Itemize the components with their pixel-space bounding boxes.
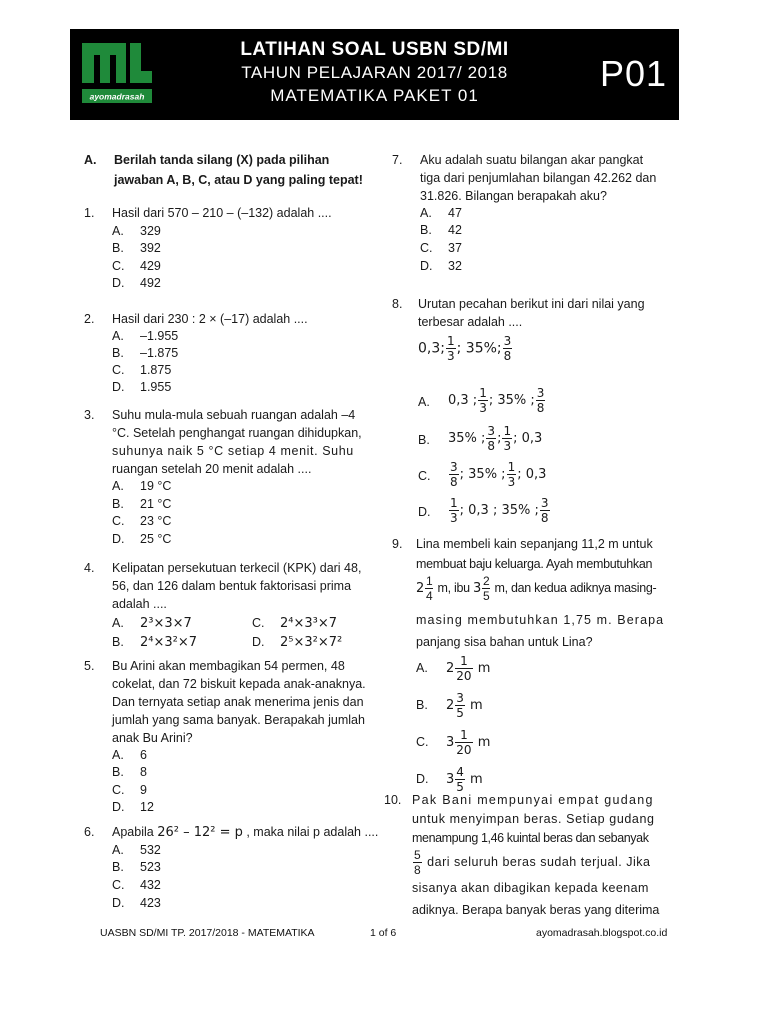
question-line: Pak Bani mempunyai empat gudang bbox=[412, 793, 654, 807]
question-line: menampung 1,46 kuintal beras dan sebanyak bbox=[412, 831, 649, 845]
question-line: ruangan setelah 20 menit adalah .... bbox=[112, 462, 312, 476]
fraction: $\frac{1}{3}$ bbox=[479, 386, 487, 415]
fraction: $\frac{4}{5}$ bbox=[456, 765, 464, 794]
page-number: 1 of 6 bbox=[370, 927, 397, 939]
fraction: $\frac{3}{5}$ bbox=[456, 691, 464, 720]
question-text: Apabila 26² – 12² = p , maka nilai p adalah .... bbox=[112, 825, 379, 840]
question-line: panjang sisa bahan untuk Lina? bbox=[416, 635, 593, 649]
question-line: °C. Setelah penghangat ruangan dihidupkan, bbox=[112, 426, 362, 440]
question-line: Lina membeli kain sepanjang 11,2 m untuk bbox=[416, 537, 653, 551]
question-number: 3. bbox=[84, 408, 95, 422]
question-number: 8. bbox=[392, 297, 403, 311]
question-line: adiknya. Berapa banyak beras yang diterima bbox=[412, 903, 660, 917]
question-line: suhunya naik 5 °C setiap 4 menit. Suhu bbox=[112, 444, 354, 458]
question-text: Hasil dari 570 – 210 – (–132) adalah .... bbox=[112, 206, 332, 220]
instruction-line: jawaban A, B, C, atau D yang paling tepat! bbox=[114, 173, 363, 187]
question-line: sisanya akan dibagikan kepada keenam bbox=[412, 881, 649, 895]
question-line-fraction: $\frac{5}{8}$ dari seluruh beras sudah terjual. Jika bbox=[414, 848, 651, 877]
question-number: 4. bbox=[84, 561, 95, 575]
question-text: Hasil dari 230 : 2 × (–17) adalah .... bbox=[112, 312, 308, 326]
fraction: $\frac{3}{8}$ bbox=[536, 386, 545, 415]
question-line-fractions: 2 $\frac{1}{4}$ m, ibu 3 $\frac{2}{5}$ m, dan kedua adiknya masing- bbox=[416, 574, 657, 603]
footer-website[interactable]: ayomadrasah.blogspot.co.id bbox=[536, 927, 668, 939]
question-number: 10. bbox=[384, 793, 402, 807]
question-number: 2. bbox=[84, 312, 95, 326]
question-line: anak Bu Arini? bbox=[112, 731, 193, 745]
question-line: Kelipatan persekutuan terkecil (KPK) dari 48, bbox=[112, 561, 362, 575]
question-line: 31.826. Bilangan berapakah aku? bbox=[420, 189, 607, 203]
question-number: 1. bbox=[84, 206, 95, 220]
question-line: Dan ternyata setiap anak menerima jenis dan bbox=[112, 695, 364, 709]
paket-code: P01 bbox=[599, 53, 667, 94]
question-line: masing membutuhkan 1,75 m. Berapa bbox=[416, 613, 665, 627]
subject-title: MATEMATIKA PAKET 01 bbox=[270, 86, 479, 105]
question-line: jumlah yang sama banyak. Berapakah jumlah bbox=[112, 713, 365, 727]
fraction: $\frac{1}{20}$ bbox=[456, 654, 472, 683]
question-line: cokelat, dan 72 biskuit kepada anak-anaknya. bbox=[112, 677, 366, 691]
instruction-line: Berilah tanda silang (X) pada pilihan bbox=[114, 153, 330, 167]
question-line: membuat baju keluarga. Ayah membutuhkan bbox=[416, 557, 653, 571]
question-line: terbesar adalah .... bbox=[418, 315, 523, 329]
math-expression: 26² – 12² = p bbox=[157, 825, 243, 840]
logo-text: ayomadrasah bbox=[89, 91, 145, 102]
exam-title: LATIHAN SOAL USBN SD/MI bbox=[240, 39, 509, 60]
question-line: tiga dari penjumlahan bilangan 42.262 dan bbox=[420, 171, 657, 185]
question-number: 9. bbox=[392, 537, 403, 551]
question-line: Bu Arini akan membagikan 54 permen, 48 bbox=[112, 659, 345, 673]
fraction: $\frac{1}{3}$ bbox=[503, 424, 512, 453]
fraction-series: 0,3; $\frac{1}{3}$ ; 35%; $\frac{3}{8}$ bbox=[418, 334, 512, 363]
question-line: adalah .... bbox=[112, 597, 167, 611]
fraction: $\frac{1}{20}$ bbox=[456, 728, 472, 757]
question-number: 6. bbox=[84, 825, 95, 839]
question-line: Urutan pecahan berikut ini dari nilai yang bbox=[418, 297, 645, 311]
question-line: Suhu mula-mula sebuah ruangan adalah –4 bbox=[112, 408, 356, 422]
footer-left: UASBN SD/MI TP. 2017/2018 - MATEMATIKA bbox=[100, 927, 315, 939]
question-line: 56, dan 126 dalam bentuk faktorisasi prima bbox=[112, 579, 352, 593]
fraction: $\frac{3}{8}$ bbox=[540, 496, 549, 525]
academic-year: TAHUN PELAJARAN 2017/ 2018 bbox=[241, 63, 508, 82]
question-number: 5. bbox=[84, 659, 95, 673]
question-number: 7. bbox=[392, 153, 403, 167]
question-line: Aku adalah suatu bilangan akar pangkat bbox=[420, 153, 644, 167]
fraction: $\frac{3}{8}$ bbox=[450, 460, 458, 489]
header-banner bbox=[70, 29, 679, 120]
fraction: $\frac{1}{3}$ bbox=[450, 496, 458, 525]
question-line: untuk menyimpan beras. Setiap gudang bbox=[412, 812, 655, 826]
fraction: $\frac{1}{3}$ bbox=[507, 460, 516, 489]
fraction: $\frac{3}{8}$ bbox=[487, 424, 496, 453]
section-label: A. bbox=[84, 153, 97, 167]
